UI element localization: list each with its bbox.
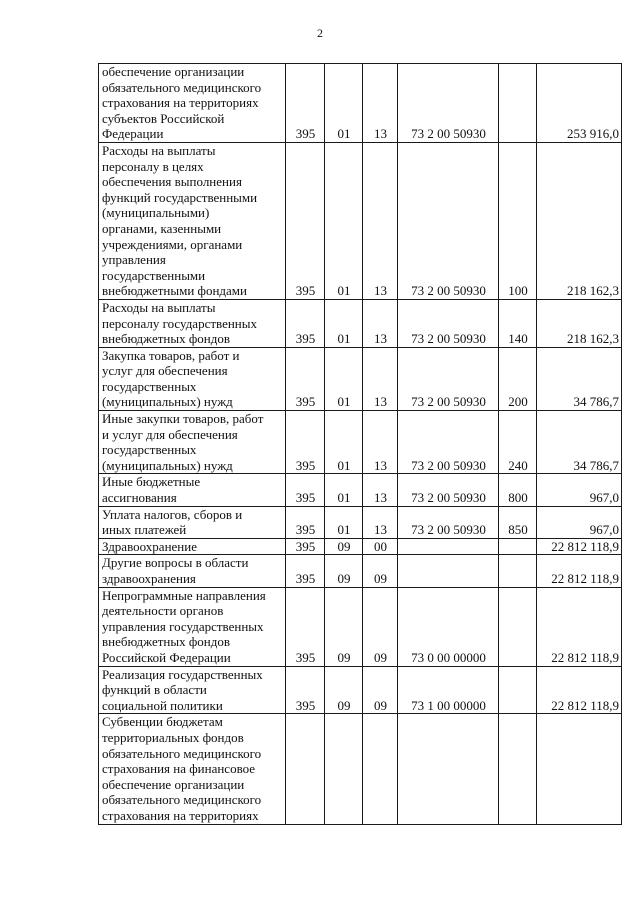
subsection-code-cell: 00 <box>363 538 398 555</box>
expense-type-cell: 100 <box>499 142 537 299</box>
grbs-code-cell: 395 <box>286 555 325 587</box>
subsection-code-cell: 13 <box>363 474 398 506</box>
section-code-cell: 01 <box>325 506 363 538</box>
table-body <box>99 64 622 825</box>
table-row <box>99 347 622 410</box>
section-code-cell: 09 <box>325 587 363 666</box>
grbs-code-cell: 395 <box>286 64 325 143</box>
target-article-cell <box>398 555 499 587</box>
section-code-cell: 01 <box>325 411 363 474</box>
amount-cell: 34 786,7 <box>537 411 622 474</box>
expense-type-cell: 850 <box>499 506 537 538</box>
amount-cell <box>537 714 622 824</box>
expense-type-cell <box>499 714 537 824</box>
subsection-code-cell: 13 <box>363 347 398 410</box>
table-row <box>99 299 622 347</box>
target-article-cell: 73 2 00 50930 <box>398 506 499 538</box>
table-row <box>99 142 622 299</box>
table-row <box>99 714 622 824</box>
target-article-cell: 73 2 00 50930 <box>398 299 499 347</box>
expense-type-cell <box>499 666 537 714</box>
table-row <box>99 506 622 538</box>
section-code-cell: 09 <box>325 555 363 587</box>
table-row <box>99 64 622 143</box>
item-name-cell: Расходы на выплаты персоналу государственных внебюджетных фондов <box>99 299 286 347</box>
target-article-cell <box>398 538 499 555</box>
target-article-cell: 73 2 00 50930 <box>398 474 499 506</box>
section-code-cell: 01 <box>325 474 363 506</box>
expense-type-cell: 200 <box>499 347 537 410</box>
amount-cell: 253 916,0 <box>537 64 622 143</box>
budget-table <box>98 63 622 825</box>
grbs-code-cell: 395 <box>286 474 325 506</box>
grbs-code-cell: 395 <box>286 506 325 538</box>
grbs-code-cell: 395 <box>286 347 325 410</box>
grbs-code-cell: 395 <box>286 538 325 555</box>
item-name-cell: Расходы на выплаты персоналу в целях обеспечения выполнения функций государственными (муниципальными) органами, казенными учреждениями, органами управления государственными внебюджетными фондами <box>99 142 286 299</box>
amount-cell: 22 812 118,9 <box>537 587 622 666</box>
item-name-cell: Уплата налогов, сборов и иных платежей <box>99 506 286 538</box>
amount-cell: 22 812 118,9 <box>537 555 622 587</box>
grbs-code-cell: 395 <box>286 411 325 474</box>
table-row <box>99 538 622 555</box>
amount-cell: 22 812 118,9 <box>537 538 622 555</box>
target-article-cell <box>398 714 499 824</box>
amount-cell: 967,0 <box>537 506 622 538</box>
grbs-code-cell: 395 <box>286 587 325 666</box>
subsection-code-cell: 13 <box>363 142 398 299</box>
section-code-cell: 01 <box>325 64 363 143</box>
grbs-code-cell: 395 <box>286 299 325 347</box>
table-row <box>99 474 622 506</box>
section-code-cell <box>325 714 363 824</box>
section-code-cell: 09 <box>325 666 363 714</box>
item-name-cell: обеспечение организации обязательного медицинского страхования на территориях субъектов Российской Федерации <box>99 64 286 143</box>
amount-cell: 967,0 <box>537 474 622 506</box>
table-row <box>99 555 622 587</box>
grbs-code-cell: 395 <box>286 666 325 714</box>
page-number: 2 <box>317 26 323 40</box>
item-name-cell: Иные бюджетные ассигнования <box>99 474 286 506</box>
subsection-code-cell: 09 <box>363 555 398 587</box>
expense-type-cell <box>499 538 537 555</box>
amount-cell: 22 812 118,9 <box>537 666 622 714</box>
item-name-cell: Субвенции бюджетам территориальных фондов обязательного медицинского страхования на финансовое обеспечение организации обязательного медицинского страхования на территориях <box>99 714 286 824</box>
amount-cell: 218 162,3 <box>537 142 622 299</box>
amount-cell: 218 162,3 <box>537 299 622 347</box>
item-name-cell: Закупка товаров, работ и услуг для обеспечения государственных (муниципальных) нужд <box>99 347 286 410</box>
item-name-cell: Другие вопросы в области здравоохранения <box>99 555 286 587</box>
expense-type-cell: 240 <box>499 411 537 474</box>
subsection-code-cell <box>363 714 398 824</box>
expense-type-cell <box>499 587 537 666</box>
item-name-cell: Реализация государственных функций в области социальной политики <box>99 666 286 714</box>
section-code-cell: 01 <box>325 299 363 347</box>
target-article-cell: 73 2 00 50930 <box>398 64 499 143</box>
expense-type-cell <box>499 555 537 587</box>
target-article-cell: 73 2 00 50930 <box>398 347 499 410</box>
item-name-cell: Иные закупки товаров, работ и услуг для обеспечения государственных (муниципальных) нужд <box>99 411 286 474</box>
item-name-cell: Непрограммные направления деятельности органов управления государственных внебюджетных фондов Российской Федерации <box>99 587 286 666</box>
subsection-code-cell: 09 <box>363 587 398 666</box>
expense-type-cell: 800 <box>499 474 537 506</box>
expense-type-cell <box>499 64 537 143</box>
grbs-code-cell: 395 <box>286 142 325 299</box>
subsection-code-cell: 13 <box>363 506 398 538</box>
expense-type-cell: 140 <box>499 299 537 347</box>
table-row <box>99 587 622 666</box>
subsection-code-cell: 09 <box>363 666 398 714</box>
subsection-code-cell: 13 <box>363 411 398 474</box>
amount-cell: 34 786,7 <box>537 347 622 410</box>
target-article-cell: 73 2 00 50930 <box>398 142 499 299</box>
subsection-code-cell: 13 <box>363 299 398 347</box>
section-code-cell: 01 <box>325 142 363 299</box>
item-name-cell: Здравоохранение <box>99 538 286 555</box>
subsection-code-cell: 13 <box>363 64 398 143</box>
section-code-cell: 01 <box>325 347 363 410</box>
target-article-cell: 73 1 00 00000 <box>398 666 499 714</box>
table-row <box>99 666 622 714</box>
target-article-cell: 73 0 00 00000 <box>398 587 499 666</box>
section-code-cell: 09 <box>325 538 363 555</box>
grbs-code-cell <box>286 714 325 824</box>
table-row <box>99 411 622 474</box>
target-article-cell: 73 2 00 50930 <box>398 411 499 474</box>
